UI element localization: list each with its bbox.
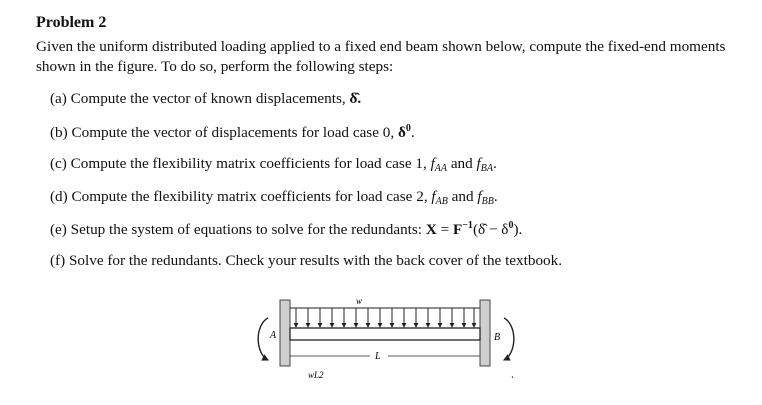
step-end: . xyxy=(493,188,498,205)
step-mid: and xyxy=(447,155,477,172)
support-b-label: B xyxy=(494,332,501,343)
step-text: Compute the vector of displacements for load case 0, xyxy=(71,124,398,141)
moment-label: wL2 xyxy=(308,370,324,380)
beam-figure xyxy=(250,290,530,390)
span-label: L xyxy=(375,351,381,362)
step-end: . xyxy=(493,155,497,172)
beam xyxy=(290,328,480,340)
step-mid: and xyxy=(447,188,478,205)
step-label: (d) xyxy=(50,188,68,205)
load-label: w xyxy=(356,296,363,306)
step-f xyxy=(50,252,562,270)
support-a-label: A xyxy=(270,330,277,341)
right-wall xyxy=(480,300,490,366)
coef-sub: BB xyxy=(481,196,494,207)
eq-close: ). xyxy=(513,221,523,238)
step-label: (e) xyxy=(50,221,67,238)
coef-sub: AA xyxy=(434,163,448,174)
step-d xyxy=(50,188,498,207)
coef-sub: BA xyxy=(480,163,493,174)
left-moment-arrow xyxy=(258,318,268,360)
step-text: Solve for the redundants. Check your results with the back cover of the textbook. xyxy=(68,252,563,269)
problem-intro: Given the uniform distributed loading applied to a fixed end beam shown below, compute the fixed-end moments shown in the figure. To do so, perform the following steps: xyxy=(36,38,726,75)
eq-f: F xyxy=(452,221,463,238)
step-b xyxy=(50,123,415,142)
step-label: (b) xyxy=(50,124,68,141)
step-math: δ xyxy=(397,124,406,141)
step-label: (f) xyxy=(50,252,66,269)
eq-paren: (δ̂ − δ xyxy=(472,221,509,238)
step-label: (c) xyxy=(50,155,67,172)
eq-inverse: −1 xyxy=(462,220,473,231)
eq-sup: 0 xyxy=(508,220,514,231)
eq-equals: = xyxy=(436,221,453,238)
coef-f: f xyxy=(476,155,481,172)
coef-f: f xyxy=(477,188,482,205)
step-text: Compute the flexibility matrix coefficients for load case 1, xyxy=(70,155,431,172)
eq-x: X xyxy=(425,221,437,238)
coef-f: f xyxy=(430,155,435,172)
step-sup: 0 xyxy=(405,123,411,134)
load-arrows xyxy=(296,308,474,327)
step-text: Compute the vector of known displacements, xyxy=(70,90,350,107)
step-end: . xyxy=(410,124,415,141)
step-label: (a) xyxy=(50,90,67,107)
left-wall xyxy=(280,300,290,366)
moment-tick xyxy=(512,376,513,378)
step-math: δ̂. xyxy=(349,90,362,107)
step-c xyxy=(50,155,497,174)
coef-sub: AB xyxy=(435,196,448,207)
step-a xyxy=(50,90,361,108)
coef-f: f xyxy=(431,188,436,205)
right-moment-arrow xyxy=(504,318,514,360)
step-text: Compute the flexibility matrix coefficients for load case 2, xyxy=(71,188,432,205)
step-e xyxy=(50,220,522,239)
problem-title: Problem 2 xyxy=(36,14,107,31)
step-text: Setup the system of equations to solve for the redundants: xyxy=(70,221,426,238)
